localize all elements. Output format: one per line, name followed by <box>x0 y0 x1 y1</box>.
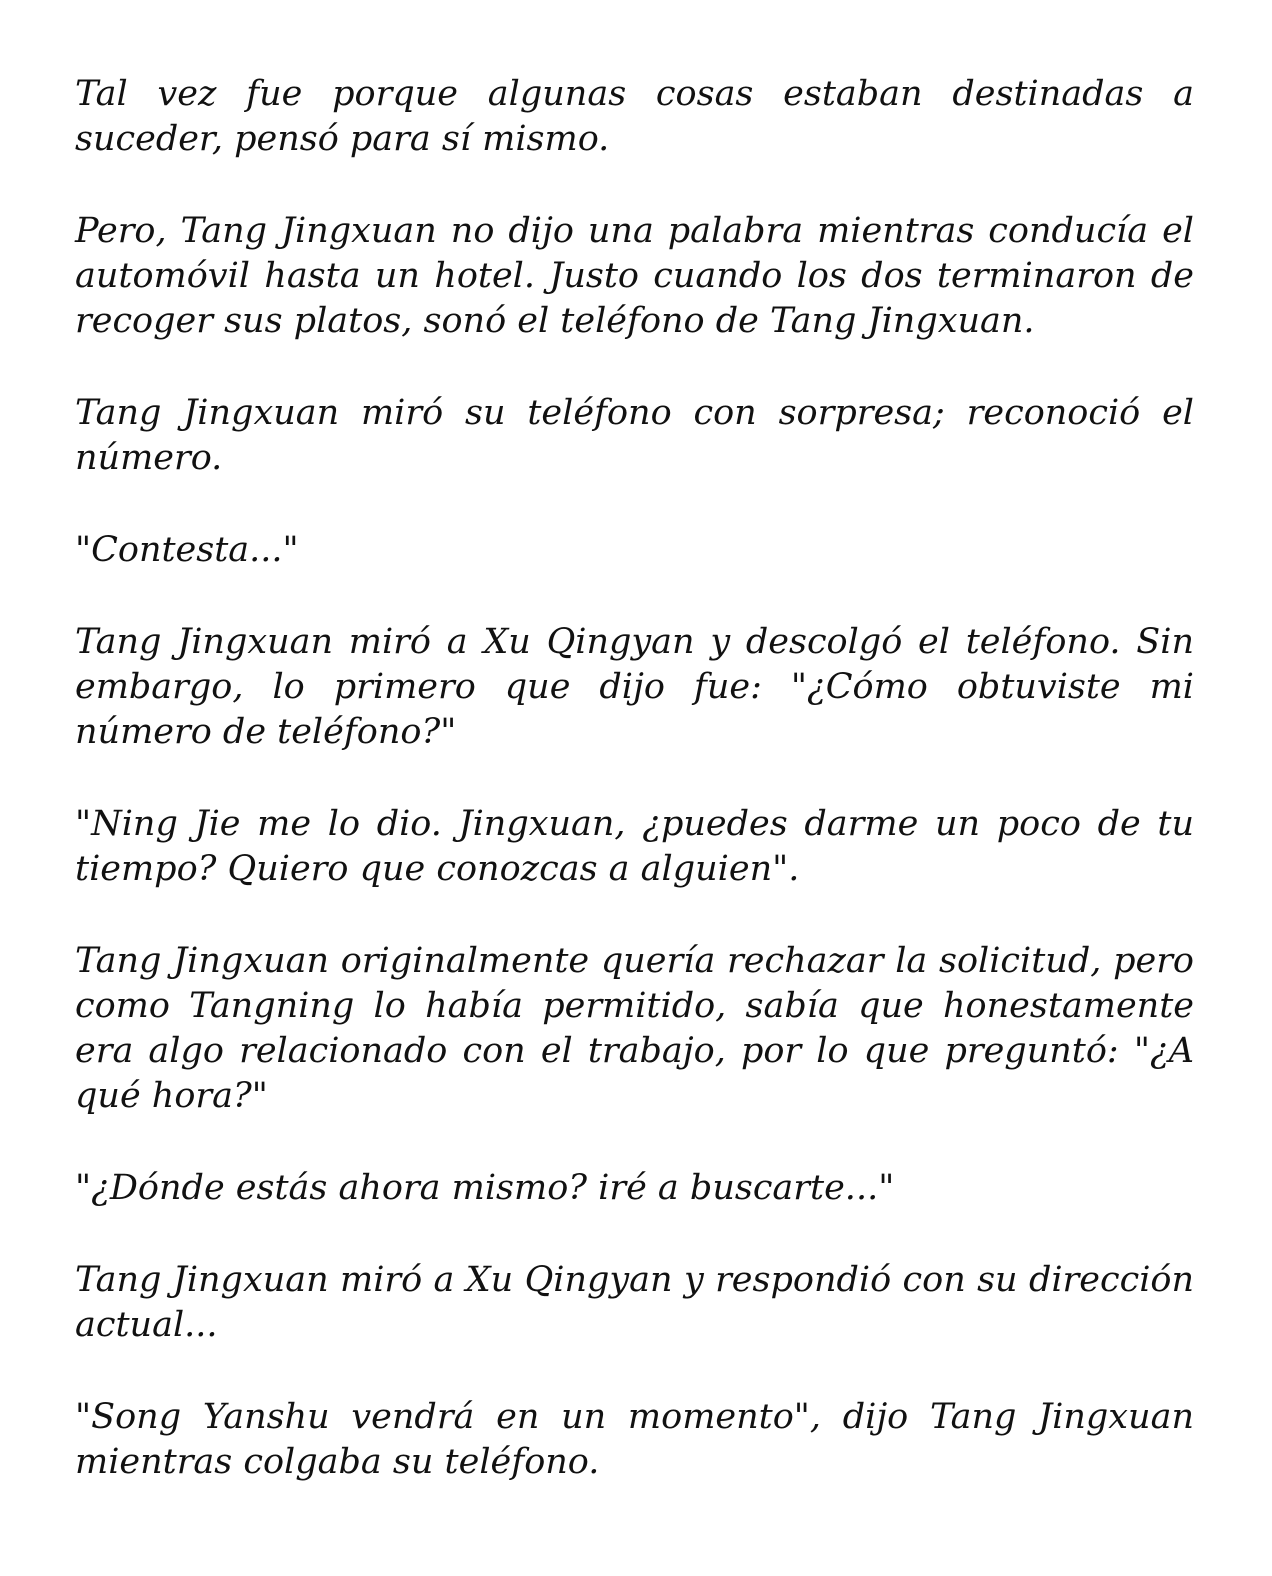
paragraph: "¿Dónde estás ahora mismo? iré a buscarte..." <box>75 1168 895 1208</box>
paragraph: Pero, Tang Jingxuan no dijo una palabra mientras conducía el automóvil hasta un hotel. Justo cuando los dos terminaron de recoger sus platos, sonó el teléfono de Tang Jingxuan. <box>75 211 1194 341</box>
paragraph: Tang Jingxuan miró su teléfono con sorpresa; reconoció el número. <box>75 393 1194 478</box>
paragraph: Tang Jingxuan miró a Xu Qingyan y respondió con su dirección actual... <box>75 1260 1194 1345</box>
paragraph: Tang Jingxuan miró a Xu Qingyan y descolgó el teléfono. Sin embargo, lo primero que dijo fue: "¿Cómo obtuviste mi número de teléfono?" <box>75 622 1194 752</box>
paragraph: Tal vez fue porque algunas cosas estaban destinadas a suceder, pensó para sí mismo. <box>75 74 1194 159</box>
paragraph: Tang Jingxuan originalmente quería rechazar la solicitud, pero como Tangning lo había permitido, sabía que honestamente era algo relacionado con el trabajo, por lo que preguntó: "¿A qué hora?" <box>75 941 1194 1116</box>
paragraph: "Contesta..." <box>75 530 299 570</box>
paragraph: "Ning Jie me lo dio. Jingxuan, ¿puedes darme un poco de tu tiempo? Quiero que conozcas a alguien". <box>75 804 1194 889</box>
paragraph: "Song Yanshu vendrá en un momento", dijo Tang Jingxuan mientras colgaba su teléfono. <box>75 1397 1194 1482</box>
